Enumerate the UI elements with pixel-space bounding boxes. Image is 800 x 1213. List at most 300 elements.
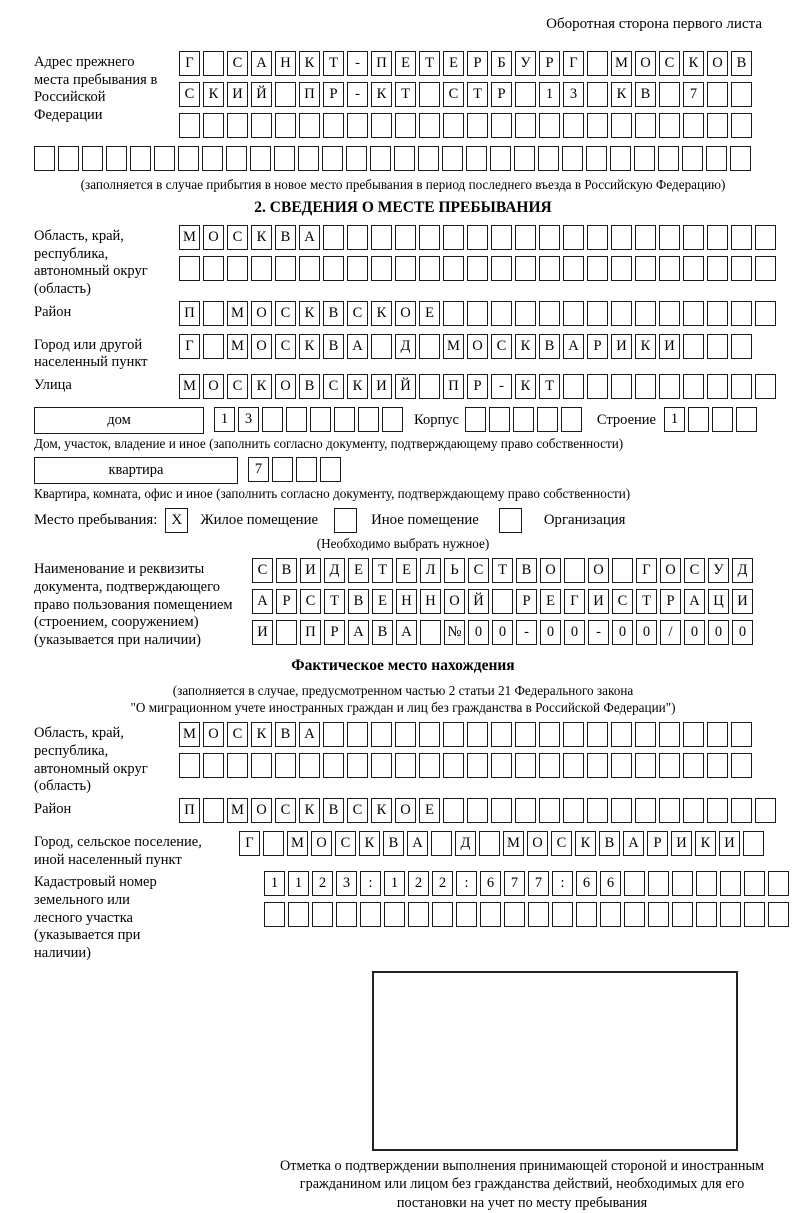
char-box[interactable] <box>442 146 463 171</box>
char-box[interactable]: К <box>371 82 392 107</box>
char-box[interactable] <box>611 301 632 326</box>
char-box[interactable] <box>683 722 704 747</box>
char-box[interactable] <box>286 407 307 432</box>
char-box[interactable]: Г <box>179 334 200 359</box>
char-box[interactable] <box>106 146 127 171</box>
char-box[interactable] <box>371 334 392 359</box>
char-box[interactable] <box>659 798 680 823</box>
char-box[interactable]: Г <box>179 51 200 76</box>
char-box[interactable] <box>731 256 752 281</box>
char-box[interactable]: О <box>251 798 272 823</box>
char-box[interactable]: С <box>684 558 705 583</box>
char-box[interactable] <box>683 798 704 823</box>
checkbox-zhiloe-pomeshchenie[interactable]: X <box>165 508 188 533</box>
char-box[interactable] <box>587 722 608 747</box>
char-box[interactable] <box>539 798 560 823</box>
char-box[interactable] <box>491 753 512 778</box>
char-box[interactable] <box>420 620 441 645</box>
char-box[interactable] <box>634 146 655 171</box>
char-box[interactable]: 3 <box>238 407 259 432</box>
char-box[interactable] <box>539 722 560 747</box>
char-box[interactable] <box>707 798 728 823</box>
char-box[interactable]: Е <box>395 51 416 76</box>
char-box[interactable]: И <box>252 620 273 645</box>
char-box[interactable] <box>358 407 379 432</box>
char-box[interactable]: И <box>300 558 321 583</box>
char-box[interactable] <box>262 407 283 432</box>
char-box[interactable] <box>347 256 368 281</box>
char-box[interactable] <box>611 225 632 250</box>
char-box[interactable]: С <box>179 82 200 107</box>
char-box[interactable]: - <box>588 620 609 645</box>
char-box[interactable] <box>611 374 632 399</box>
char-box[interactable] <box>744 902 765 927</box>
char-box[interactable] <box>513 407 534 432</box>
char-box[interactable]: М <box>287 831 308 856</box>
char-box[interactable]: В <box>348 589 369 614</box>
char-box[interactable] <box>587 753 608 778</box>
char-box[interactable]: И <box>719 831 740 856</box>
char-box[interactable] <box>731 82 752 107</box>
char-box[interactable] <box>587 51 608 76</box>
char-box[interactable]: С <box>275 301 296 326</box>
char-box[interactable]: В <box>539 334 560 359</box>
char-box[interactable] <box>299 753 320 778</box>
char-box[interactable] <box>720 871 741 896</box>
char-box[interactable]: В <box>275 225 296 250</box>
char-box[interactable] <box>299 256 320 281</box>
char-box[interactable]: А <box>348 620 369 645</box>
char-box[interactable]: Д <box>455 831 476 856</box>
char-box[interactable] <box>635 798 656 823</box>
char-box[interactable] <box>336 902 357 927</box>
char-box[interactable]: Т <box>419 51 440 76</box>
char-box[interactable] <box>431 831 452 856</box>
char-box[interactable] <box>659 113 680 138</box>
char-box[interactable]: М <box>179 374 200 399</box>
char-box[interactable] <box>467 798 488 823</box>
char-box[interactable]: О <box>527 831 548 856</box>
char-box[interactable]: Е <box>372 589 393 614</box>
char-box[interactable] <box>203 51 224 76</box>
char-box[interactable]: - <box>491 374 512 399</box>
char-box[interactable]: С <box>300 589 321 614</box>
char-box[interactable]: Е <box>419 301 440 326</box>
char-box[interactable]: С <box>612 589 633 614</box>
char-box[interactable] <box>755 225 776 250</box>
char-box[interactable] <box>310 407 331 432</box>
char-box[interactable] <box>648 871 669 896</box>
char-box[interactable]: 1 <box>264 871 285 896</box>
char-box[interactable]: Т <box>539 374 560 399</box>
char-box[interactable]: О <box>203 374 224 399</box>
char-box[interactable]: 0 <box>564 620 585 645</box>
char-box[interactable]: К <box>635 334 656 359</box>
house-type-box[interactable]: дом <box>34 407 204 434</box>
char-box[interactable]: А <box>299 225 320 250</box>
char-box[interactable] <box>395 113 416 138</box>
char-box[interactable]: 6 <box>480 871 501 896</box>
char-box[interactable]: К <box>203 82 224 107</box>
char-box[interactable]: В <box>299 374 320 399</box>
char-box[interactable] <box>419 753 440 778</box>
char-box[interactable]: М <box>227 798 248 823</box>
char-box[interactable]: В <box>323 798 344 823</box>
char-box[interactable] <box>730 146 751 171</box>
char-box[interactable] <box>696 902 717 927</box>
char-box[interactable] <box>731 798 752 823</box>
char-box[interactable]: В <box>323 301 344 326</box>
char-box[interactable] <box>539 225 560 250</box>
char-box[interactable] <box>227 753 248 778</box>
char-box[interactable] <box>537 407 558 432</box>
char-box[interactable] <box>624 902 645 927</box>
char-box[interactable]: 0 <box>636 620 657 645</box>
char-box[interactable]: 2 <box>312 871 333 896</box>
char-box[interactable] <box>443 113 464 138</box>
char-box[interactable] <box>227 256 248 281</box>
char-box[interactable]: 1 <box>288 871 309 896</box>
char-box[interactable]: А <box>252 589 273 614</box>
char-box[interactable] <box>347 225 368 250</box>
char-box[interactable] <box>600 902 621 927</box>
char-box[interactable] <box>347 722 368 747</box>
char-box[interactable] <box>672 871 693 896</box>
char-box[interactable] <box>296 457 317 482</box>
char-box[interactable] <box>465 407 486 432</box>
char-box[interactable]: М <box>443 334 464 359</box>
char-box[interactable] <box>563 113 584 138</box>
char-box[interactable]: Е <box>348 558 369 583</box>
char-box[interactable]: С <box>252 558 273 583</box>
char-box[interactable] <box>731 753 752 778</box>
char-box[interactable] <box>251 113 272 138</box>
char-box[interactable] <box>312 902 333 927</box>
char-box[interactable]: Р <box>660 589 681 614</box>
char-box[interactable] <box>755 301 776 326</box>
char-box[interactable] <box>587 256 608 281</box>
char-box[interactable] <box>612 558 633 583</box>
char-box[interactable]: К <box>695 831 716 856</box>
char-box[interactable]: Г <box>239 831 260 856</box>
char-box[interactable] <box>659 256 680 281</box>
char-box[interactable]: С <box>468 558 489 583</box>
char-box[interactable] <box>467 256 488 281</box>
char-box[interactable]: 7 <box>248 457 269 482</box>
char-box[interactable]: Т <box>467 82 488 107</box>
char-box[interactable]: У <box>708 558 729 583</box>
char-box[interactable]: О <box>588 558 609 583</box>
char-box[interactable] <box>564 558 585 583</box>
char-box[interactable] <box>323 225 344 250</box>
char-box[interactable] <box>226 146 247 171</box>
char-box[interactable]: С <box>491 334 512 359</box>
char-box[interactable]: И <box>371 374 392 399</box>
char-box[interactable] <box>587 113 608 138</box>
char-box[interactable] <box>394 146 415 171</box>
char-box[interactable] <box>755 256 776 281</box>
char-box[interactable] <box>491 301 512 326</box>
char-box[interactable]: : <box>552 871 573 896</box>
char-box[interactable]: О <box>635 51 656 76</box>
char-box[interactable] <box>371 722 392 747</box>
char-box[interactable] <box>491 256 512 281</box>
char-box[interactable] <box>539 753 560 778</box>
char-box[interactable]: Т <box>324 589 345 614</box>
char-box[interactable] <box>659 301 680 326</box>
char-box[interactable] <box>227 113 248 138</box>
char-box[interactable] <box>635 374 656 399</box>
char-box[interactable] <box>659 374 680 399</box>
char-box[interactable]: С <box>347 301 368 326</box>
char-box[interactable]: К <box>371 301 392 326</box>
char-box[interactable] <box>419 334 440 359</box>
char-box[interactable]: Т <box>492 558 513 583</box>
char-box[interactable]: М <box>611 51 632 76</box>
char-box[interactable] <box>203 256 224 281</box>
char-box[interactable] <box>491 798 512 823</box>
char-box[interactable]: О <box>395 301 416 326</box>
char-box[interactable] <box>515 722 536 747</box>
char-box[interactable] <box>528 902 549 927</box>
char-box[interactable]: В <box>275 722 296 747</box>
char-box[interactable] <box>491 225 512 250</box>
char-box[interactable]: / <box>660 620 681 645</box>
char-box[interactable] <box>682 146 703 171</box>
char-box[interactable] <box>323 722 344 747</box>
char-box[interactable] <box>179 753 200 778</box>
char-box[interactable]: Н <box>275 51 296 76</box>
char-box[interactable]: Т <box>395 82 416 107</box>
char-box[interactable] <box>443 256 464 281</box>
char-box[interactable]: И <box>659 334 680 359</box>
char-box[interactable] <box>731 334 752 359</box>
char-box[interactable]: О <box>311 831 332 856</box>
char-box[interactable]: С <box>551 831 572 856</box>
char-box[interactable]: К <box>251 722 272 747</box>
char-box[interactable] <box>768 902 789 927</box>
char-box[interactable]: К <box>359 831 380 856</box>
char-box[interactable]: 2 <box>432 871 453 896</box>
char-box[interactable] <box>539 301 560 326</box>
char-box[interactable]: 0 <box>540 620 561 645</box>
char-box[interactable]: П <box>300 620 321 645</box>
char-box[interactable]: Н <box>396 589 417 614</box>
char-box[interactable] <box>360 902 381 927</box>
char-box[interactable] <box>371 225 392 250</box>
char-box[interactable] <box>264 902 285 927</box>
char-box[interactable] <box>492 589 513 614</box>
char-box[interactable]: И <box>611 334 632 359</box>
char-box[interactable]: К <box>611 82 632 107</box>
char-box[interactable]: Г <box>563 51 584 76</box>
char-box[interactable]: К <box>299 51 320 76</box>
char-box[interactable] <box>275 753 296 778</box>
char-box[interactable]: О <box>203 722 224 747</box>
char-box[interactable]: А <box>563 334 584 359</box>
char-box[interactable]: С <box>227 51 248 76</box>
char-box[interactable] <box>467 301 488 326</box>
char-box[interactable]: 3 <box>336 871 357 896</box>
char-box[interactable] <box>563 798 584 823</box>
char-box[interactable] <box>491 722 512 747</box>
char-box[interactable] <box>467 113 488 138</box>
char-box[interactable] <box>298 146 319 171</box>
char-box[interactable] <box>179 113 200 138</box>
char-box[interactable]: П <box>443 374 464 399</box>
char-box[interactable] <box>563 225 584 250</box>
char-box[interactable] <box>276 620 297 645</box>
char-box[interactable] <box>563 374 584 399</box>
char-box[interactable] <box>275 256 296 281</box>
char-box[interactable]: 0 <box>732 620 753 645</box>
char-box[interactable] <box>203 753 224 778</box>
char-box[interactable]: А <box>299 722 320 747</box>
char-box[interactable] <box>275 113 296 138</box>
char-box[interactable] <box>658 146 679 171</box>
char-box[interactable] <box>539 113 560 138</box>
char-box[interactable] <box>561 407 582 432</box>
char-box[interactable]: № <box>444 620 465 645</box>
char-box[interactable] <box>346 146 367 171</box>
char-box[interactable] <box>731 374 752 399</box>
char-box[interactable] <box>274 146 295 171</box>
char-box[interactable]: В <box>599 831 620 856</box>
char-box[interactable]: П <box>299 82 320 107</box>
char-box[interactable] <box>467 225 488 250</box>
char-box[interactable]: О <box>251 301 272 326</box>
char-box[interactable] <box>395 722 416 747</box>
char-box[interactable]: В <box>372 620 393 645</box>
char-box[interactable] <box>635 722 656 747</box>
char-box[interactable] <box>562 146 583 171</box>
char-box[interactable] <box>635 753 656 778</box>
char-box[interactable] <box>552 902 573 927</box>
char-box[interactable] <box>755 798 776 823</box>
char-box[interactable]: 0 <box>708 620 729 645</box>
char-box[interactable]: С <box>347 798 368 823</box>
char-box[interactable]: К <box>251 225 272 250</box>
char-box[interactable]: О <box>467 334 488 359</box>
char-box[interactable]: 7 <box>528 871 549 896</box>
char-box[interactable]: Д <box>395 334 416 359</box>
char-box[interactable] <box>203 334 224 359</box>
char-box[interactable]: 7 <box>683 82 704 107</box>
char-box[interactable] <box>371 256 392 281</box>
char-box[interactable] <box>515 798 536 823</box>
char-box[interactable] <box>563 722 584 747</box>
char-box[interactable] <box>419 113 440 138</box>
char-box[interactable] <box>563 256 584 281</box>
char-box[interactable] <box>250 146 271 171</box>
char-box[interactable]: К <box>515 334 536 359</box>
char-box[interactable]: И <box>227 82 248 107</box>
char-box[interactable]: 2 <box>408 871 429 896</box>
char-box[interactable]: К <box>347 374 368 399</box>
char-box[interactable]: П <box>371 51 392 76</box>
char-box[interactable]: В <box>731 51 752 76</box>
char-box[interactable]: Е <box>396 558 417 583</box>
char-box[interactable] <box>395 256 416 281</box>
char-box[interactable]: Р <box>323 82 344 107</box>
checkbox-organizatsiya[interactable] <box>499 508 522 533</box>
char-box[interactable]: Е <box>540 589 561 614</box>
char-box[interactable]: П <box>179 798 200 823</box>
char-box[interactable] <box>491 113 512 138</box>
char-box[interactable] <box>347 113 368 138</box>
char-box[interactable] <box>707 374 728 399</box>
char-box[interactable] <box>587 82 608 107</box>
char-box[interactable] <box>490 146 511 171</box>
char-box[interactable]: К <box>683 51 704 76</box>
char-box[interactable]: Б <box>491 51 512 76</box>
char-box[interactable] <box>672 902 693 927</box>
char-box[interactable] <box>743 831 764 856</box>
char-box[interactable] <box>263 831 284 856</box>
char-box[interactable] <box>515 301 536 326</box>
char-box[interactable]: 3 <box>563 82 584 107</box>
apartment-type-box[interactable]: квартира <box>34 457 238 484</box>
char-box[interactable]: О <box>660 558 681 583</box>
char-box[interactable] <box>323 753 344 778</box>
char-box[interactable]: Д <box>324 558 345 583</box>
char-box[interactable]: 1 <box>664 407 685 432</box>
char-box[interactable]: В <box>276 558 297 583</box>
char-box[interactable] <box>635 256 656 281</box>
char-box[interactable] <box>635 113 656 138</box>
char-box[interactable] <box>683 113 704 138</box>
char-box[interactable] <box>515 753 536 778</box>
char-box[interactable] <box>563 301 584 326</box>
char-box[interactable]: 0 <box>612 620 633 645</box>
char-box[interactable]: В <box>383 831 404 856</box>
char-box[interactable]: Р <box>467 374 488 399</box>
char-box[interactable] <box>58 146 79 171</box>
char-box[interactable] <box>419 374 440 399</box>
char-box[interactable] <box>419 225 440 250</box>
char-box[interactable] <box>587 225 608 250</box>
char-box[interactable] <box>587 798 608 823</box>
char-box[interactable] <box>731 301 752 326</box>
char-box[interactable] <box>272 457 293 482</box>
char-box[interactable] <box>576 902 597 927</box>
char-box[interactable]: И <box>671 831 692 856</box>
char-box[interactable] <box>479 831 500 856</box>
char-box[interactable] <box>755 374 776 399</box>
char-box[interactable] <box>707 334 728 359</box>
char-box[interactable]: 0 <box>468 620 489 645</box>
char-box[interactable] <box>514 146 535 171</box>
char-box[interactable]: М <box>503 831 524 856</box>
char-box[interactable] <box>178 146 199 171</box>
char-box[interactable] <box>683 753 704 778</box>
char-box[interactable]: - <box>516 620 537 645</box>
char-box[interactable]: К <box>371 798 392 823</box>
char-box[interactable] <box>323 256 344 281</box>
char-box[interactable]: В <box>323 334 344 359</box>
char-box[interactable] <box>299 113 320 138</box>
char-box[interactable] <box>467 753 488 778</box>
char-box[interactable]: Л <box>420 558 441 583</box>
char-box[interactable] <box>395 753 416 778</box>
char-box[interactable]: Т <box>372 558 393 583</box>
char-box[interactable] <box>504 902 525 927</box>
char-box[interactable]: А <box>251 51 272 76</box>
char-box[interactable]: Й <box>468 589 489 614</box>
char-box[interactable] <box>82 146 103 171</box>
char-box[interactable]: С <box>443 82 464 107</box>
char-box[interactable]: К <box>299 798 320 823</box>
